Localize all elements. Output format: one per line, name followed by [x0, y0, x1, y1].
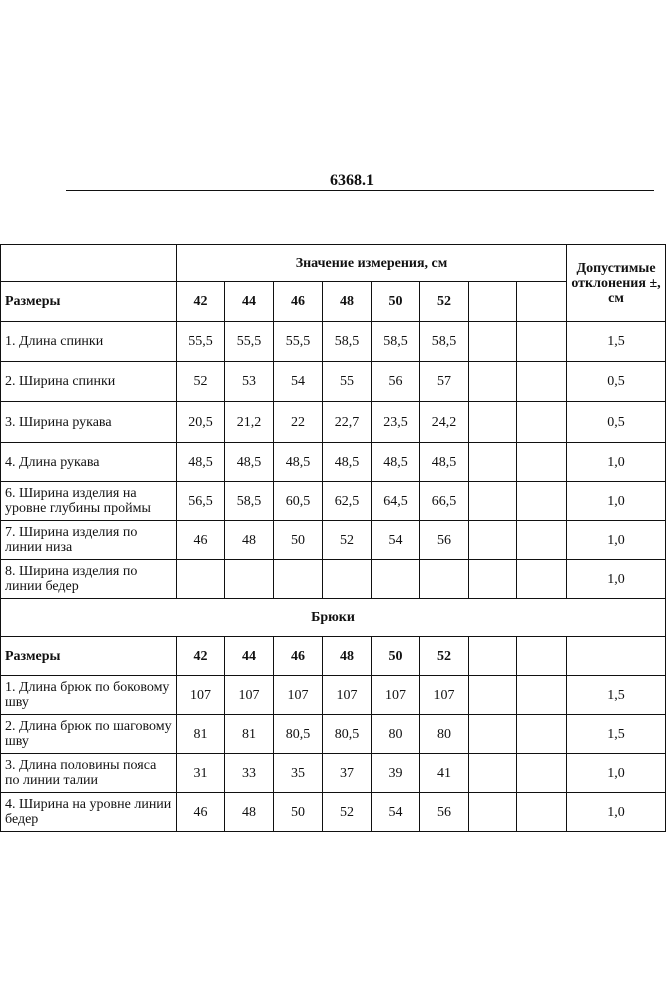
value-cell: 54	[372, 793, 420, 832]
measure-label: 3. Длина половины пояса по линии талии	[1, 754, 177, 793]
measure-row	[1, 402, 666, 443]
tolerance-cell: 1,0	[567, 754, 666, 793]
value-cell: 46	[177, 521, 225, 560]
empty-cell	[517, 521, 567, 560]
value-cell: 56	[372, 362, 420, 402]
measure-row	[1, 560, 666, 599]
empty-cell	[469, 560, 517, 599]
pants-measure-row	[1, 676, 666, 715]
size-cell: 44	[225, 637, 274, 676]
sizes-row	[1, 282, 666, 322]
value-cell: 55,5	[274, 322, 323, 362]
empty-cell	[517, 560, 567, 599]
tolerance-cell: 1,0	[567, 793, 666, 832]
measure-value-header: Значение измерения, см	[177, 245, 567, 282]
empty-cell	[469, 402, 517, 443]
measure-label: 6. Ширина изделия на уровне глубины проймы	[1, 482, 177, 521]
size-cell: 50	[372, 637, 420, 676]
empty-size-cell	[469, 282, 517, 322]
tolerance-header: Допустимые отклонения ±, см	[567, 245, 666, 322]
empty-cell	[469, 715, 517, 754]
value-cell: 56,5	[177, 482, 225, 521]
empty-tolerance-cell	[567, 637, 666, 676]
value-cell: 35	[274, 754, 323, 793]
value-cell: 107	[274, 676, 323, 715]
sizes-label: Размеры	[1, 282, 177, 322]
empty-cell	[517, 676, 567, 715]
value-cell: 60,5	[274, 482, 323, 521]
measure-label: 4. Ширина на уровне линии бедер	[1, 793, 177, 832]
empty-cell	[469, 793, 517, 832]
value-cell	[420, 560, 469, 599]
value-cell: 81	[225, 715, 274, 754]
measure-label: 1. Длина спинки	[1, 322, 177, 362]
value-cell	[225, 560, 274, 599]
value-cell: 52	[323, 793, 372, 832]
size-cell: 52	[420, 282, 469, 322]
value-cell: 50	[274, 521, 323, 560]
size-cell: 48	[323, 282, 372, 322]
value-cell: 48,5	[372, 443, 420, 482]
value-cell: 48,5	[420, 443, 469, 482]
empty-cell	[517, 754, 567, 793]
measure-label: 1. Длина брюк по боковому шву	[1, 676, 177, 715]
value-cell: 23,5	[372, 402, 420, 443]
value-cell: 53	[225, 362, 274, 402]
title-underline	[66, 190, 654, 191]
value-cell: 22	[274, 402, 323, 443]
tolerance-cell: 1,5	[567, 715, 666, 754]
value-cell: 56	[420, 793, 469, 832]
value-cell: 58,5	[420, 322, 469, 362]
value-cell: 62,5	[323, 482, 372, 521]
value-cell: 33	[225, 754, 274, 793]
empty-size-cell	[469, 637, 517, 676]
pants-sizes-row	[1, 637, 666, 676]
tolerance-cell: 1,0	[567, 521, 666, 560]
value-cell: 55,5	[177, 322, 225, 362]
value-cell: 48	[225, 521, 274, 560]
value-cell: 48,5	[225, 443, 274, 482]
size-cell: 42	[177, 282, 225, 322]
size-cell: 42	[177, 637, 225, 676]
pants-section-row	[1, 599, 666, 637]
value-cell: 39	[372, 754, 420, 793]
empty-cell	[517, 362, 567, 402]
value-cell: 24,2	[420, 402, 469, 443]
empty-size-cell	[517, 282, 567, 322]
header-row	[1, 245, 666, 282]
header-empty-cell	[1, 245, 177, 282]
measure-row	[1, 322, 666, 362]
empty-cell	[517, 715, 567, 754]
measure-label: 8. Ширина изделия по линии бедер	[1, 560, 177, 599]
tolerance-cell: 1,5	[567, 322, 666, 362]
value-cell: 52	[323, 521, 372, 560]
value-cell: 48,5	[274, 443, 323, 482]
empty-cell	[469, 521, 517, 560]
empty-cell	[469, 322, 517, 362]
size-cell: 50	[372, 282, 420, 322]
value-cell: 58,5	[323, 322, 372, 362]
value-cell: 80	[420, 715, 469, 754]
measure-label: 7. Ширина изделия по линии низа	[1, 521, 177, 560]
value-cell: 57	[420, 362, 469, 402]
tolerance-cell: 1,0	[567, 443, 666, 482]
value-cell	[274, 560, 323, 599]
value-cell: 48,5	[323, 443, 372, 482]
empty-cell	[469, 362, 517, 402]
value-cell: 56	[420, 521, 469, 560]
value-cell: 52	[177, 362, 225, 402]
empty-cell	[469, 676, 517, 715]
value-cell	[177, 560, 225, 599]
size-cell: 46	[274, 637, 323, 676]
pants-measure-row	[1, 715, 666, 754]
value-cell: 46	[177, 793, 225, 832]
value-cell: 58,5	[372, 322, 420, 362]
size-cell: 44	[225, 282, 274, 322]
value-cell	[372, 560, 420, 599]
pants-measure-row	[1, 754, 666, 793]
value-cell: 54	[274, 362, 323, 402]
value-cell: 80	[372, 715, 420, 754]
size-cell: 46	[274, 282, 323, 322]
measure-label: 2. Длина брюк по шаговому шву	[1, 715, 177, 754]
empty-size-cell	[517, 637, 567, 676]
value-cell: 80,5	[323, 715, 372, 754]
value-cell: 48,5	[177, 443, 225, 482]
value-cell: 107	[177, 676, 225, 715]
value-cell: 20,5	[177, 402, 225, 443]
empty-cell	[517, 402, 567, 443]
measure-row	[1, 362, 666, 402]
measure-label: 3. Ширина рукава	[1, 402, 177, 443]
value-cell: 21,2	[225, 402, 274, 443]
value-cell: 107	[372, 676, 420, 715]
measure-row	[1, 482, 666, 521]
size-cell: 52	[420, 637, 469, 676]
tolerance-cell: 1,5	[567, 676, 666, 715]
measure-label: 2. Ширина спинки	[1, 362, 177, 402]
pants-section-title: Брюки	[1, 599, 666, 637]
value-cell: 66,5	[420, 482, 469, 521]
size-chart-table	[0, 244, 666, 832]
value-cell: 37	[323, 754, 372, 793]
empty-cell	[469, 754, 517, 793]
tolerance-cell: 1,0	[567, 560, 666, 599]
value-cell	[323, 560, 372, 599]
value-cell: 80,5	[274, 715, 323, 754]
tolerance-cell: 0,5	[567, 362, 666, 402]
empty-cell	[517, 322, 567, 362]
measure-row	[1, 443, 666, 482]
value-cell: 31	[177, 754, 225, 793]
measure-row	[1, 521, 666, 560]
value-cell: 107	[225, 676, 274, 715]
tolerance-cell: 1,0	[567, 482, 666, 521]
value-cell: 64,5	[372, 482, 420, 521]
empty-cell	[517, 793, 567, 832]
value-cell: 50	[274, 793, 323, 832]
value-cell: 58,5	[225, 482, 274, 521]
tolerance-cell: 0,5	[567, 402, 666, 443]
empty-cell	[517, 443, 567, 482]
size-cell: 48	[323, 637, 372, 676]
document-title: 6368.1	[330, 172, 374, 189]
value-cell: 48	[225, 793, 274, 832]
value-cell: 81	[177, 715, 225, 754]
value-cell: 107	[420, 676, 469, 715]
value-cell: 41	[420, 754, 469, 793]
value-cell: 107	[323, 676, 372, 715]
empty-cell	[469, 482, 517, 521]
measure-label: 4. Длина рукава	[1, 443, 177, 482]
sizes-label: Размеры	[1, 637, 177, 676]
value-cell: 22,7	[323, 402, 372, 443]
empty-cell	[469, 443, 517, 482]
value-cell: 55	[323, 362, 372, 402]
empty-cell	[517, 482, 567, 521]
pants-measure-row	[1, 793, 666, 832]
value-cell: 55,5	[225, 322, 274, 362]
value-cell: 54	[372, 521, 420, 560]
